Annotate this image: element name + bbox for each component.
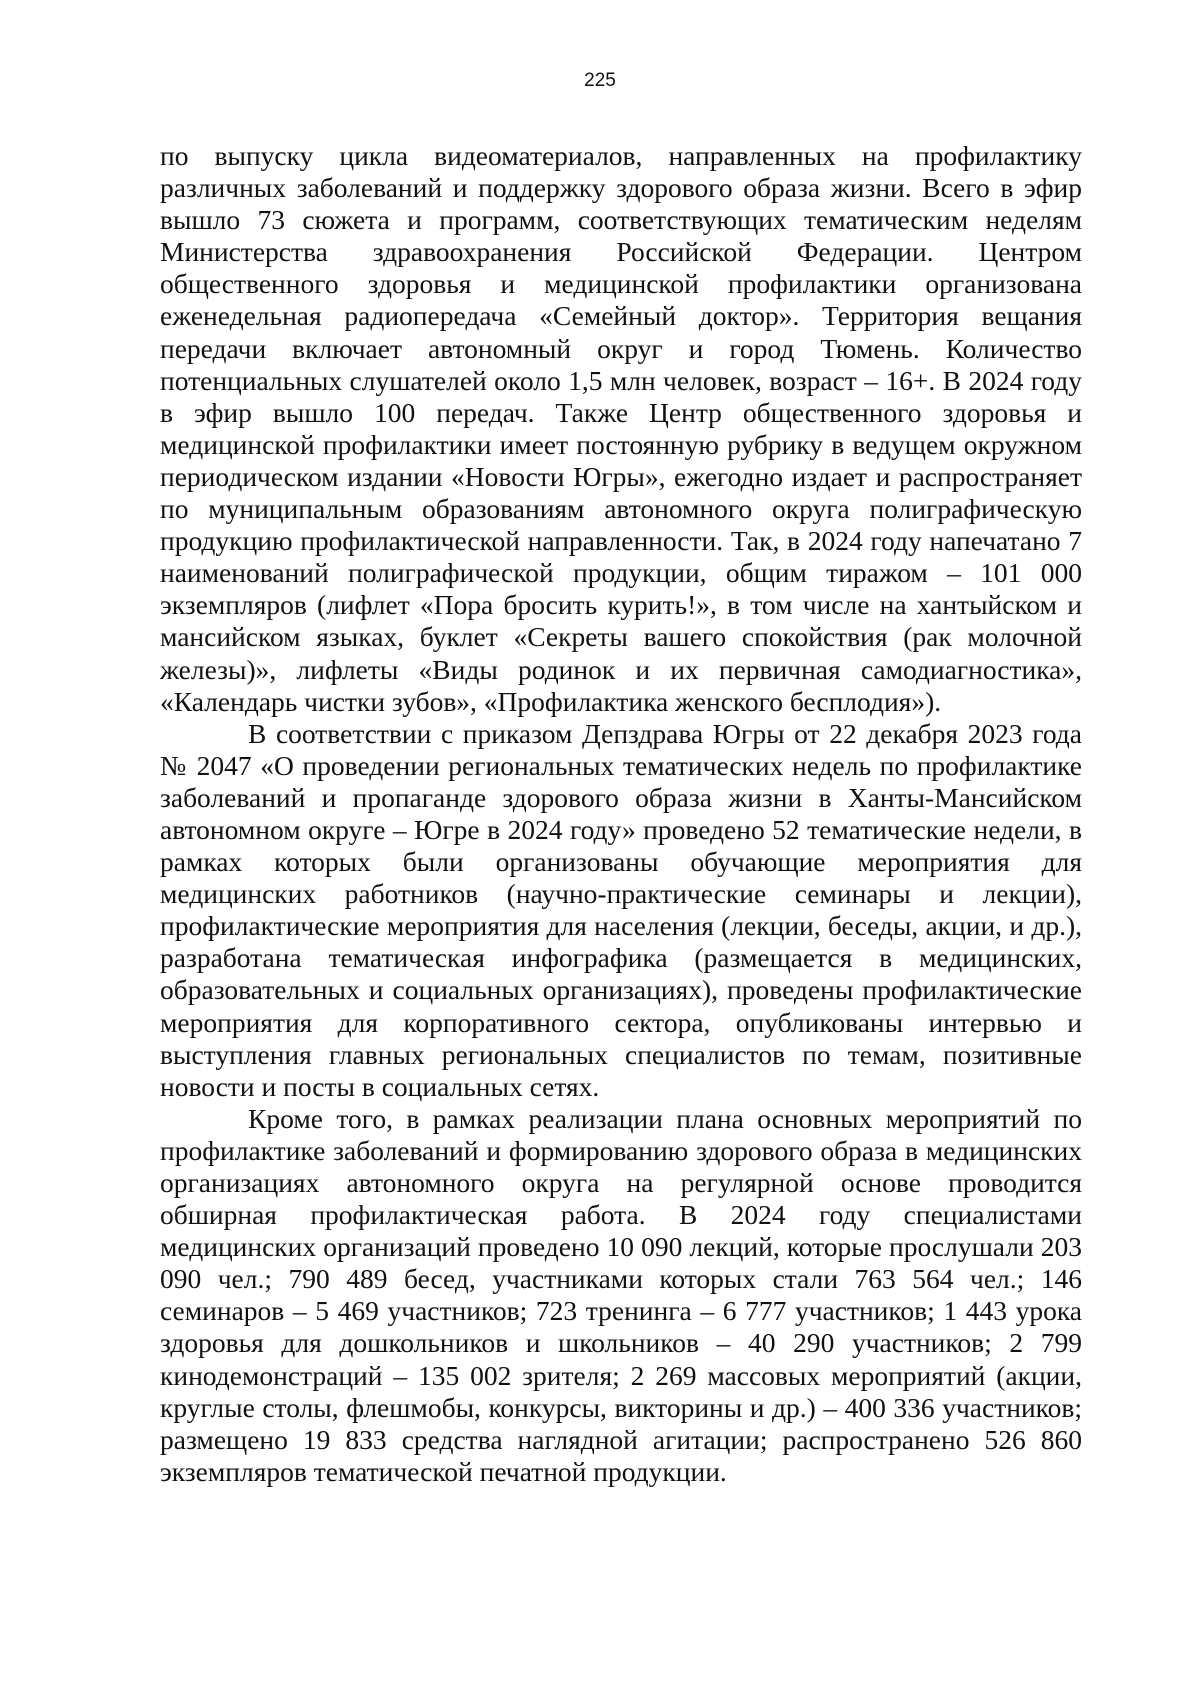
page-number: 225 [584,70,616,91]
paragraph-1: по выпуску цикла видеоматериалов, направленных на профилактику различных заболеваний и поддержку здорового образа жизни. Всего в эфир вышло 73 сюжета и программ, соответствующих тематическим неделям Министерства здравоохранения Российской Федерации. Центром общественного здоровья и медицинской профилактики организована еженедельная радиопередача «Семейный доктор». Территория вещания передачи включает автономный округ и город Тюмень. Количество потенциальных слушателей около 1,5 млн человек, возраст – 16+. В 2024 году в эфир вышло 100 передач. Также Центр общественного здоровья и медицинской профилактики имеет постоянную рубрику в ведущем окружном периодическом издании «Новости Югры», ежегодно издает и распространяет по муниципальным образованиям автономного округа полиграфическую продукцию профилактической направленности. Так, в 2024 году напечатано 7 наименований полиграфической продукции, общим тиражом – 101 000 экземпляров (лифлет «Пора бросить курить!», в том числе на хантыйском и мансийском языках, буклет «Секреты вашего спокойствия (рак молочной железы)», лифлеты «Виды родинок и их первичная самодиагностика», «Календарь чистки зубов», «Профилактика женского бесплодия»). [160,140,1082,717]
document-body [160,140,1082,1488]
paragraph-3: Кроме того, в рамках реализации плана основных мероприятий по профилактике заболеваний и формированию здорового образа в медицинских организациях автономного округа на регулярной основе проводится обширная профилактическая работа. В 2024 году специалистами медицинских организаций проведено 10 090 лекций, которые прослушали 203 090 чел.; 790 489 бесед, участниками которых стали 763 564 чел.; 146 семинаров – 5 469 участников; 723 тренинга – 6 777 участников; 1 443 урока здоровья для дошкольников и школьников – 40 290 участников; 2 799 кинодемонстраций – 135 002 зрителя; 2 269 массовых мероприятий (акции, круглые столы, флешмобы, конкурсы, викторины и др.) – 400 336 участников; размещено 19 833 средства наглядной агитации; распространено 526 860 экземпляров тематической печатной продукции. [160,1102,1082,1487]
paragraph-2: В соответствии с приказом Депздрава Югры от 22 декабря 2023 года № 2047 «О проведении региональных тематических недель по профилактике заболеваний и пропаганде здорового образа жизни в Ханты-Мансийском автономном округе – Югре в 2024 году» проведено 52 тематические недели, в рамках которых были организованы обучающие мероприятия для медицинских работников (научно-практические семинары и лекции), профилактические мероприятия для населения (лекции, беседы, акции, и др.), разработана тематическая инфографика (размещается в медицинских, образовательных и социальных организациях), проведены профилактические мероприятия для корпоративного сектора, опубликованы интервью и выступления главных региональных специалистов по темам, позитивные новости и посты в социальных сетях. [160,717,1082,1102]
